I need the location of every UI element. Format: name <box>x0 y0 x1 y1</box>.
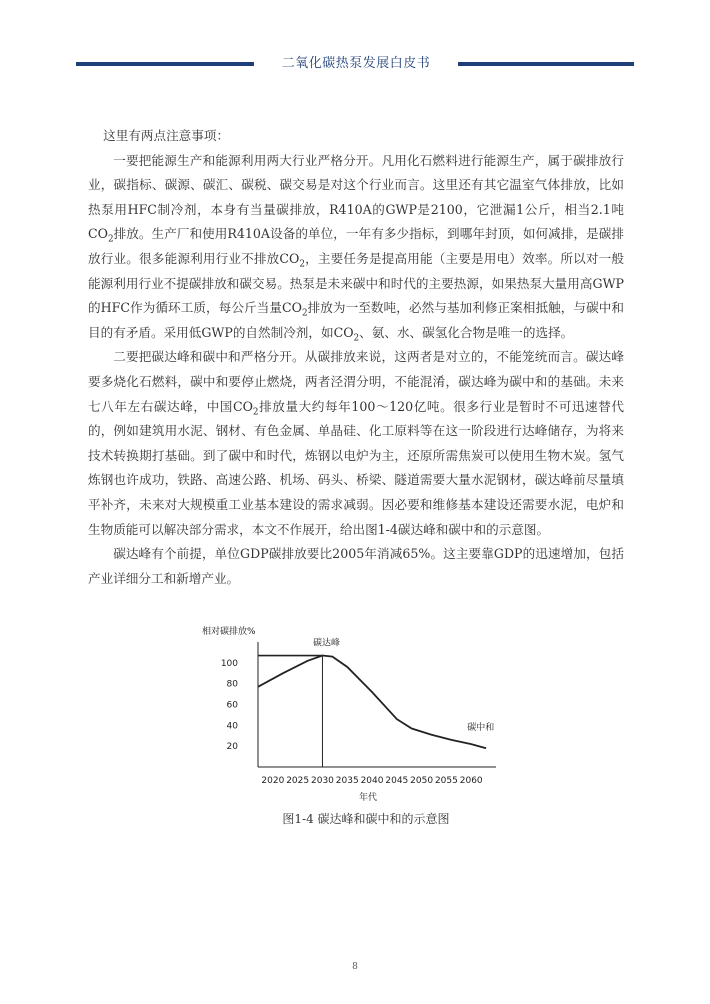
x-tick-label: 2025 <box>286 776 310 786</box>
emission-chart <box>196 622 536 807</box>
header-rule-right <box>458 62 634 66</box>
paragraph: 一要把能源生产和能源利用两大行业严格分开。凡用化石燃料进行能源生产，属于碳排放行业，碳指标、碳源、碳汇、碳税、碳交易是对这个行业而言。这里还有其它温室气体排放，比如热泵用HFC制冷剂，本身有当量碳排放，R410A的GWP是2100，它泄漏1公斤，相当2.1吨$CO_2$排放。生产厂和使用R410A设备的单位，一年有多少指标，到哪年封顶，如何减排，是碳排放行业。很多能源利用行业不排放$CO_2$，主要任务是提高用能（主要是用电）效率。所以对一般能源利用行业不提碳排放和碳交易。热泵是未来碳中和时代的主要热源，如果热泵大量用高GWP的HFC作为循环工质，每公斤当量$CO_2$排放为一至数吨，必然与基加利修正案相抵触，与碳中和目的有矛盾。采用低GWP的自然制冷剂，如$CO_2$、氨、水、碳氢化合物是唯一的选择。 <box>88 152 624 344</box>
series-line <box>258 656 486 749</box>
annotation-peak: 碳达峰 <box>312 638 340 649</box>
paragraph: 碳达峰有个前提，单位GDP碳排放要比2005年消减65%。这主要靠GDP的迅速增加，包括产业详细分工和新增产业。 <box>88 546 624 586</box>
x-tick-label: 2035 <box>335 776 359 786</box>
y-axis-label: 相对碳排放% <box>202 627 256 637</box>
header-title: 二氧化碳热泵发展白皮书 <box>281 56 431 71</box>
y-tick-label: 40 <box>226 721 238 732</box>
header-rule-left <box>76 62 254 66</box>
y-tick-label: 60 <box>226 700 238 711</box>
x-tick-label: 2045 <box>385 776 409 786</box>
page-number: 8 <box>352 962 358 972</box>
chart-canvas <box>196 622 536 807</box>
y-tick-label: 100 <box>220 658 238 669</box>
x-tick-label: 2020 <box>261 776 285 786</box>
paragraph: 这里有两点注意事项： <box>103 128 230 143</box>
y-tick-label: 80 <box>226 679 238 690</box>
paragraph: 二要把碳达峰和碳中和严格分开。从碳排放来说，这两者是对立的，不能笼统而言。碳达峰要多烧化石燃料，碳中和要停止燃烧，两者泾渭分明，不能混淆，碳达峰为碳中和的基础。未来七八年左右碳达峰，中国$CO_2$排放量大约每年100～120亿吨。很多行业是暂时不可迅速替代的，例如建筑用水泥、钢材、有色金属、单晶硅、化工原料等在这一阶段进行达峰储存，为将来技术转换期打基础。到了碳中和时代，炼钢以电炉为主，还原所需焦炭可以使用生物木炭。氢气炼钢也许成功，铁路、高速公路、机场、码头、桥梁、隧道需要大量水泥钢材，碳达峰前尽量填平补齐，未来对大规模重工业基本建设的需求减弱。因必要和维修基本建设还需要水泥，电炉和生物质能可以解决部分需求，本文不作展开，给出图1-4碳达峰和碳中和的示意图。 <box>88 349 624 537</box>
x-tick-label: 2055 <box>434 776 458 786</box>
body-text <box>88 124 624 591</box>
x-tick-label: 2030 <box>311 776 334 786</box>
annotation-neutral: 碳中和 <box>467 723 495 734</box>
x-tick-label: 2060 <box>459 776 483 786</box>
x-tick-label: 2050 <box>410 776 434 786</box>
y-tick-label: 20 <box>226 742 238 753</box>
x-tick-label: 2040 <box>360 776 384 786</box>
x-axis-label: 年代 <box>358 793 378 803</box>
figure-caption: 图1-4 碳达峰和碳中和的示意图 <box>282 812 450 826</box>
